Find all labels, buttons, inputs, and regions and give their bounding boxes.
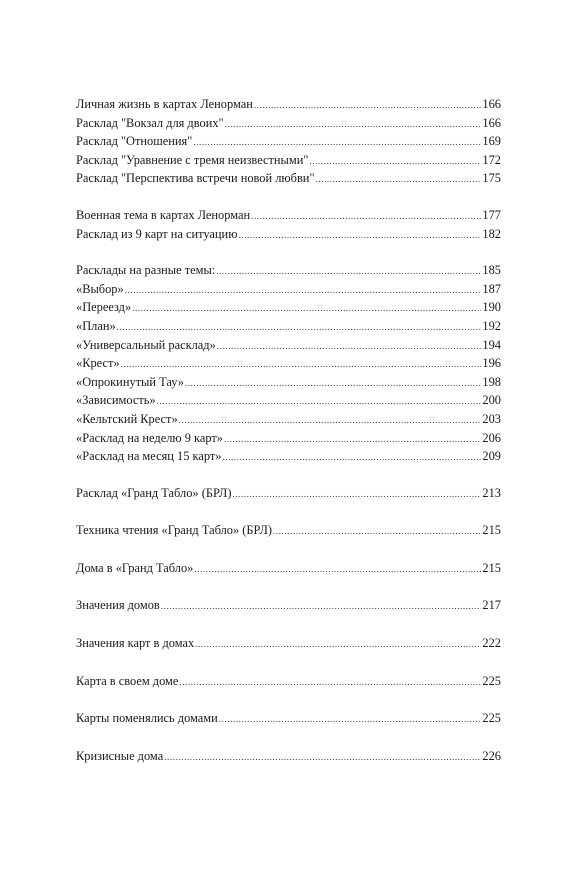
toc-entry-page: 203 <box>482 411 501 426</box>
toc-entry-title: «Выбор» <box>76 281 124 296</box>
toc-leader-dots <box>157 392 482 411</box>
toc-entry-page: 217 <box>482 598 501 613</box>
toc-entry-title: Кризисные дома <box>76 748 164 763</box>
toc-leader-dots <box>309 152 481 171</box>
toc-entry <box>76 261 501 280</box>
toc-leader-dots <box>185 374 481 393</box>
toc-entry <box>76 747 501 766</box>
toc-entry <box>76 169 501 188</box>
toc-entry <box>76 672 501 691</box>
toc-entry-page: 215 <box>482 560 501 575</box>
toc-leader-dots <box>161 597 482 616</box>
toc-entry <box>76 521 501 540</box>
toc-entry-title: Личная жизнь в картах Ленорман <box>76 97 253 111</box>
toc-leader-dots <box>216 262 481 281</box>
toc-entry <box>76 336 501 355</box>
toc-entry-page: 177 <box>482 207 501 222</box>
toc-entry <box>76 429 501 448</box>
toc-entry-title: Дома в «Гранд Табло» <box>76 560 194 575</box>
toc-entry <box>76 634 501 653</box>
toc-entry-title: Расклад "Перспектива встречи новой любви" <box>76 171 315 186</box>
toc-leader-dots <box>232 485 481 504</box>
toc-entry-title: Расклад из 9 карт на ситуацию <box>76 226 238 241</box>
toc-entry <box>76 151 501 170</box>
toc-leader-dots <box>225 115 482 134</box>
toc-leader-dots <box>193 133 481 152</box>
toc-entry-title: Карты поменялись домами <box>76 711 218 726</box>
toc-entry <box>76 225 501 244</box>
toc-entry-page: 206 <box>482 430 501 445</box>
toc-entry-title: «Расклад на месяц 15 карт» <box>76 449 222 464</box>
toc-entry <box>76 559 501 578</box>
toc-entry-page: 196 <box>482 356 501 371</box>
toc-entry-page: 192 <box>482 318 501 333</box>
toc-entry-page: 166 <box>482 115 501 130</box>
toc-entry-page: 209 <box>482 449 501 464</box>
toc-entry-page: 175 <box>482 171 501 186</box>
toc-leader-dots <box>273 522 481 541</box>
toc-entry <box>76 709 501 728</box>
toc-leader-dots <box>125 281 482 300</box>
toc-leader-dots <box>132 299 481 318</box>
toc-leader-dots <box>224 430 481 449</box>
toc-entry-page: 190 <box>482 300 501 315</box>
toc-leader-dots <box>238 226 481 245</box>
toc-leader-dots <box>194 560 481 579</box>
toc-leader-dots <box>222 448 481 467</box>
toc-entry-page: 182 <box>482 226 501 241</box>
toc-entry <box>76 354 501 373</box>
toc-entry <box>76 391 501 410</box>
toc-entry-page: 172 <box>482 152 501 167</box>
toc-entry-page: 215 <box>482 523 501 538</box>
toc-entry-page: 198 <box>482 374 501 389</box>
toc-entry-title: Расклад "Уравнение с тремя неизвестными" <box>76 152 309 167</box>
toc-entry-title: Техника чтения «Гранд Табло» (БРЛ) <box>76 523 272 538</box>
toc-entry <box>76 114 501 133</box>
toc-leader-dots <box>117 318 482 337</box>
toc-leader-dots <box>164 748 481 767</box>
toc-entry-title: Карта в своем доме <box>76 673 179 688</box>
toc-entry-page: 225 <box>482 711 501 726</box>
toc-entry <box>76 317 501 336</box>
toc-leader-dots <box>195 635 481 654</box>
toc-entry-title: Военная тема в картах Ленорман <box>76 207 251 222</box>
toc-entry-title: «Зависимость» <box>76 393 156 408</box>
toc-entry <box>76 95 501 114</box>
toc-entry <box>76 596 501 615</box>
toc-entry <box>76 373 501 392</box>
toc-entry <box>76 298 501 317</box>
toc-entry-title: Расклад «Гранд Табло» (БРЛ) <box>76 485 232 500</box>
toc-entry-title: Значения домов <box>76 598 160 613</box>
toc-entry-title: Значения карт в домах <box>76 636 195 651</box>
toc-leader-dots <box>219 710 482 729</box>
toc-entry-page: 213 <box>482 485 501 500</box>
toc-entry-title: «Кельтский Крест» <box>76 411 178 426</box>
toc-entry-page: 225 <box>482 673 501 688</box>
toc-leader-dots <box>254 96 482 115</box>
toc-entry-page: 226 <box>482 748 501 763</box>
toc-entry <box>76 484 501 503</box>
toc-entry-title: «Крест» <box>76 356 120 371</box>
toc-entry-page: 194 <box>482 337 501 352</box>
toc-entry-title: Расклад "Отношения" <box>76 134 193 149</box>
toc-entry-title: Расклад "Вокзал для двоих" <box>76 115 224 130</box>
toc-entry-page: 187 <box>482 281 501 296</box>
toc-entry <box>76 410 501 429</box>
toc-leader-dots <box>316 170 482 189</box>
toc-leader-dots <box>217 337 482 356</box>
toc-entry-title: «Переезд» <box>76 300 132 315</box>
toc-leader-dots <box>121 355 482 374</box>
toc-entry-page: 185 <box>482 263 501 278</box>
toc-entry-page: 222 <box>482 636 501 651</box>
toc-entry-title: «Универсальный расклад» <box>76 337 216 352</box>
toc-entry <box>76 447 501 466</box>
toc-leader-dots <box>251 207 481 226</box>
toc-entry-title: Расклады на разные темы: <box>76 263 216 278</box>
toc-leader-dots <box>179 411 482 430</box>
toc-entry-title: «Расклад на неделю 9 карт» <box>76 430 223 445</box>
toc-entry-page: 169 <box>482 134 501 149</box>
toc-entry-page: 200 <box>482 393 501 408</box>
toc-leader-dots <box>179 673 481 692</box>
toc-entry-title: «План» <box>76 318 116 333</box>
table-of-contents <box>76 95 501 765</box>
toc-entry-page: 166 <box>482 97 501 111</box>
toc-entry <box>76 132 501 151</box>
toc-entry-title: «Опрокинутый Тау» <box>76 374 184 389</box>
toc-entry <box>76 280 501 299</box>
toc-entry <box>76 206 501 225</box>
